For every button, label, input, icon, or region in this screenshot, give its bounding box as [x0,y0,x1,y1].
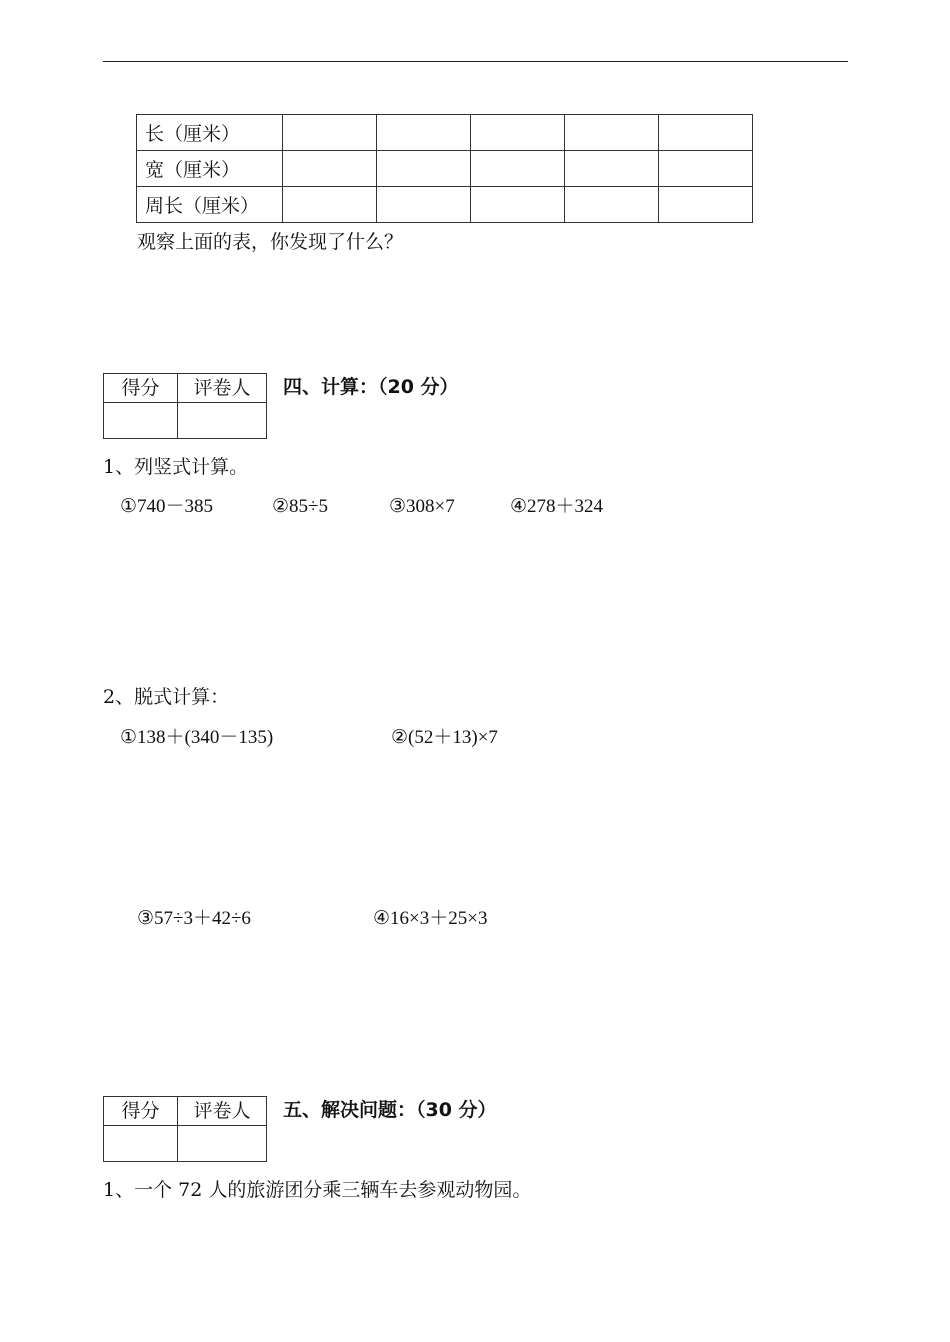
table-row [137,115,753,151]
q2-item-4: ④16×3＋25×3 [373,908,488,929]
q2-item-3: ③57÷3＋42÷6 [137,908,251,929]
score-box-section5 [103,1096,267,1162]
section5-title: 五、解决问题：（30 分） [283,1099,497,1121]
grader-label: 评卷人 [178,374,267,403]
score-box-section4 [103,373,267,439]
score-cell[interactable] [104,1126,178,1162]
score-label: 得分 [104,374,178,403]
answer-cell[interactable] [471,115,565,151]
observe-prompt: 观察上面的表，你发现了什么？ [137,231,404,253]
table-row [137,151,753,187]
answer-cell[interactable] [471,187,565,223]
answer-cell[interactable] [377,187,471,223]
table-row [137,187,753,223]
score-label: 得分 [104,1097,178,1126]
answer-cell[interactable] [283,187,377,223]
section4-q1-title: 1、列竖式计算。 [103,456,249,478]
answer-cell[interactable] [471,151,565,187]
row-label-width: 宽（厘米） [137,151,283,187]
header-rule [103,61,848,62]
answer-cell[interactable] [659,151,753,187]
answer-cell[interactable] [565,187,659,223]
grader-cell[interactable] [178,1126,267,1162]
answer-cell[interactable] [377,115,471,151]
grader-cell[interactable] [178,403,267,439]
answer-cell[interactable] [377,151,471,187]
section5-q1-title: 1、一个 72 人的旅游团分乘三辆车去参观动物园。 [103,1179,532,1201]
grader-label: 评卷人 [178,1097,267,1126]
answer-cell[interactable] [565,151,659,187]
row-label-length: 长（厘米） [137,115,283,151]
row-label-perimeter: 周长（厘米） [137,187,283,223]
measurement-table [136,114,753,223]
answer-cell[interactable] [283,151,377,187]
answer-cell[interactable] [659,187,753,223]
answer-cell[interactable] [659,115,753,151]
section4-q2-title: 2、脱式计算： [103,686,230,708]
section4-title: 四、计算：（20 分） [283,376,459,398]
score-cell[interactable] [104,403,178,439]
q1-item-3: ③308×7 [389,496,455,517]
q1-item-4: ④278＋324 [510,496,604,517]
answer-cell[interactable] [565,115,659,151]
q1-item-2: ②85÷5 [272,496,328,517]
q2-item-1: ①138＋(340－135) [120,727,274,748]
answer-cell[interactable] [283,115,377,151]
q2-item-2: ②(52＋13)×7 [391,727,498,748]
q1-item-1: ①740－385 [120,496,214,517]
